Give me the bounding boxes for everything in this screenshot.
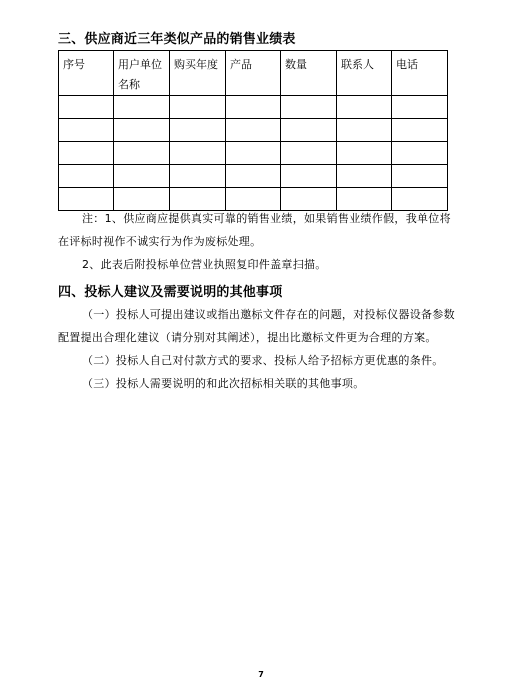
- table-cell[interactable]: [226, 119, 281, 142]
- table-cell[interactable]: [59, 142, 114, 165]
- table-row: [59, 165, 448, 188]
- table-cell[interactable]: [337, 119, 392, 142]
- note-1-line-1: 注：1、供应商应提供真实可靠的销售业绩，如果销售业绩作假，我单位将: [82, 212, 451, 225]
- table-cell[interactable]: [392, 119, 448, 142]
- table-cell[interactable]: [114, 188, 170, 211]
- table-cell[interactable]: [59, 119, 114, 142]
- table-row: [59, 142, 448, 165]
- table-cell[interactable]: [226, 188, 281, 211]
- table-cell[interactable]: [170, 165, 226, 188]
- item-2: （二）投标人自己对付款方式的要求、投标人给予招标方更优惠的条件。: [82, 354, 444, 367]
- table-cell[interactable]: [170, 188, 226, 211]
- header-cell-phone: 电话: [392, 51, 448, 96]
- note-1-line-2: 在评标时视作不诚实行为作为废标处理。: [58, 235, 262, 248]
- header-cell-contact: 联系人: [337, 51, 392, 96]
- table-cell[interactable]: [337, 96, 392, 119]
- item-3: （三）投标人需要说明的和此次招标相关联的其他事项。: [82, 377, 365, 390]
- table-cell[interactable]: [59, 188, 114, 211]
- table-cell[interactable]: [392, 96, 448, 119]
- table-row: [59, 96, 448, 119]
- table-cell[interactable]: [392, 188, 448, 211]
- table-row: [59, 188, 448, 211]
- table-cell[interactable]: [281, 188, 337, 211]
- table-cell[interactable]: [114, 165, 170, 188]
- sales-record-table: [58, 50, 448, 211]
- table-cell[interactable]: [392, 142, 448, 165]
- table-cell[interactable]: [392, 165, 448, 188]
- table-cell[interactable]: [281, 142, 337, 165]
- table-cell[interactable]: [170, 142, 226, 165]
- table-cell[interactable]: [226, 142, 281, 165]
- table-cell[interactable]: [337, 188, 392, 211]
- table-cell[interactable]: [59, 165, 114, 188]
- table-cell[interactable]: [59, 96, 114, 119]
- section-4-heading: 四、投标人建议及需要说明的其他事项: [58, 285, 283, 300]
- table-row: [59, 119, 448, 142]
- table-cell[interactable]: [114, 119, 170, 142]
- table-cell[interactable]: [170, 96, 226, 119]
- note-2: 2、此表后附投标单位营业执照复印件盖章扫描。: [82, 258, 327, 271]
- header-cell-product: 产品: [226, 51, 281, 96]
- table-header-row: [59, 51, 448, 96]
- table-cell[interactable]: [114, 96, 170, 119]
- table-cell[interactable]: [337, 142, 392, 165]
- item-1-line-1: （一）投标人可提出建议或指出邀标文件存在的问题，对投标仪器设备参数: [82, 308, 455, 321]
- table-cell[interactable]: [281, 165, 337, 188]
- page-number: 7: [258, 670, 264, 679]
- table-cell[interactable]: [170, 119, 226, 142]
- table-cell[interactable]: [337, 165, 392, 188]
- table-cell[interactable]: [281, 96, 337, 119]
- table-cell[interactable]: [226, 165, 281, 188]
- header-cell-index: 序号: [59, 51, 114, 96]
- table-cell[interactable]: [226, 96, 281, 119]
- header-cell-year: 购买年度: [170, 51, 226, 96]
- header-cell-quantity: 数量: [281, 51, 337, 96]
- item-1-line-2: 配置提出合理化建议（请分别对其阐述），提出比邀标文件更为合理的方案。: [58, 331, 437, 344]
- section-3-heading: 三、供应商近三年类似产品的销售业绩表: [58, 32, 296, 47]
- header-cell-customer: 用户单位名称: [114, 51, 170, 96]
- table-cell[interactable]: [114, 142, 170, 165]
- table-cell[interactable]: [281, 119, 337, 142]
